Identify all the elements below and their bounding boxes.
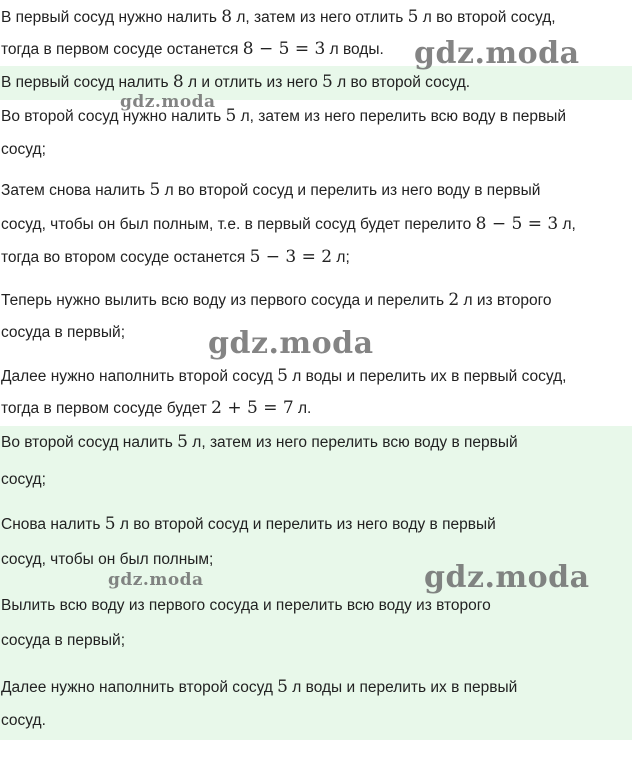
- watermark: gdz.moda: [120, 92, 216, 112]
- solution-3: [0, 426, 632, 740]
- watermark: gdz.moda: [108, 570, 204, 590]
- solution-2-step-5-line-1: Далее нужно наполнить второй сосуд 5 л воды и перелить их в первый сосуд,: [1, 366, 567, 386]
- solution-2-step-5-line-2: тогда в первом сосуде будет 2 + 5 = 7 л.: [1, 398, 312, 418]
- solution-1-line-1: В первый сосуд нужно налить 8 л, затем из него отлить 5 л во второй сосуд,: [1, 7, 556, 27]
- solution-2-step-3-line-1: Затем снова налить 5 л во второй сосуд и перелить из него воду в первый: [1, 180, 541, 200]
- solution-3-step-1-line-1: Во второй сосуд налить 5 л, затем из него перелить всю воду в первый: [1, 432, 518, 452]
- solution-3-step-4-line-2: сосуд.: [1, 712, 46, 729]
- solution-2-step-3-line-3: тогда во втором сосуде останется 5 − 3 = 2 л;: [1, 247, 350, 267]
- solution-2-step-1: [0, 66, 632, 100]
- watermark: gdz.moda: [414, 36, 580, 71]
- solution-3-step-2-line-2: сосуд, чтобы он был полным;: [1, 551, 214, 568]
- watermark: gdz.moda: [424, 560, 590, 595]
- solution-2-step-2-line-2: сосуд;: [1, 141, 46, 158]
- solution-3-step-3-line-1: Вылить всю воду из первого сосуда и перелить всю воду из второго: [1, 597, 491, 614]
- solution-3-step-2-line-1: Снова налить 5 л во второй сосуд и перелить из него воду в первый: [1, 514, 496, 534]
- solution-2-step-4-line-1: Теперь нужно вылить всю воду из первого сосуда и перелить 2 л из второго: [1, 290, 552, 310]
- solution-1: [0, 0, 632, 66]
- solution-2-steps: [0, 100, 632, 426]
- solution-2-step-3-line-2: сосуд, чтобы он был полным, т.е. в первый сосуд будет перелито 8 − 5 = 3 л,: [1, 214, 576, 234]
- solution-3-step-3-line-2: сосуда в первый;: [1, 632, 126, 649]
- watermark: gdz.moda: [208, 326, 374, 361]
- solution-2-step-4-line-2: сосуда в первый;: [1, 324, 126, 341]
- solution-3-step-1-line-2: сосуд;: [1, 471, 46, 488]
- solution-2-step-2-line-1: Во второй сосуд нужно налить 5 л, затем из него перелить всю воду в первый: [1, 106, 566, 126]
- solution-1-line-2: тогда в первом сосуде останется 8 − 5 = 3 л воды.: [1, 39, 384, 59]
- solution-3-step-4-line-1: Далее нужно наполнить второй сосуд 5 л воды и перелить их в первый: [1, 677, 518, 697]
- solution-2-step-1-line: В первый сосуд налить 8 л и отлить из него 5 л во второй сосуд.: [1, 72, 471, 92]
